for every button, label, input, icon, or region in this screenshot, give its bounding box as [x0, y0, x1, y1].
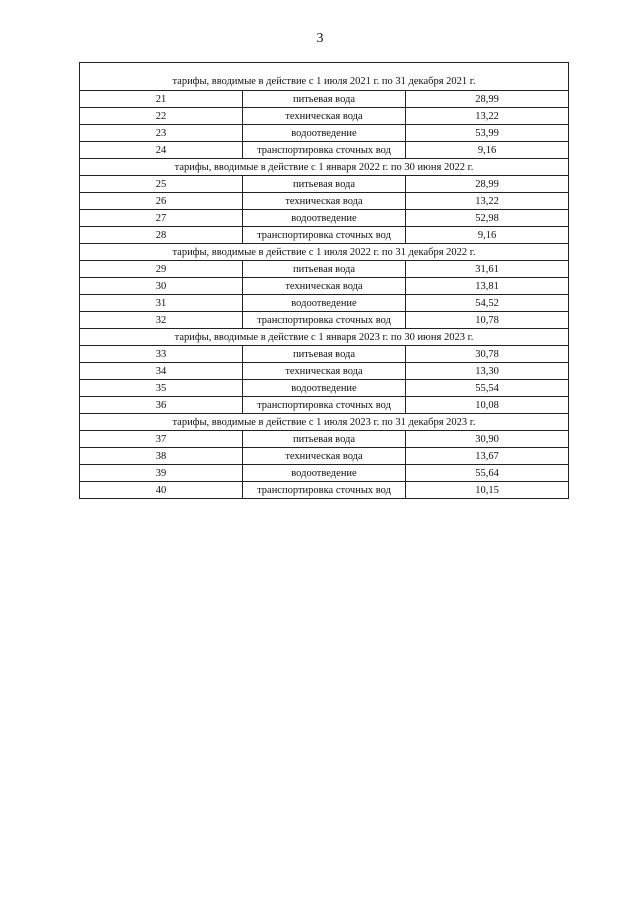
service-name: водоотведение — [243, 465, 406, 482]
tariff-value: 13,67 — [406, 448, 569, 465]
service-name: транспортировка сточных вод — [243, 142, 406, 159]
row-number: 35 — [80, 380, 243, 397]
row-number: 36 — [80, 397, 243, 414]
section-title: тарифы, вводимые в действие с 1 января 2023 г. по 30 июня 2023 г. — [80, 329, 569, 346]
service-name: водоотведение — [243, 125, 406, 142]
table-row — [80, 397, 569, 414]
tariff-value: 52,98 — [406, 210, 569, 227]
row-number: 21 — [80, 91, 243, 108]
tariff-value: 55,54 — [406, 380, 569, 397]
tariff-table — [79, 62, 569, 499]
table-row — [80, 142, 569, 159]
service-name: транспортировка сточных вод — [243, 312, 406, 329]
service-name: питьевая вода — [243, 176, 406, 193]
section-title: тарифы, вводимые в действие с 1 июля 2022 г. по 31 декабря 2022 г. — [80, 244, 569, 261]
section-title: тарифы, вводимые в действие с 1 июля 2023 г. по 31 декабря 2023 г. — [80, 414, 569, 431]
tariff-value: 13,30 — [406, 363, 569, 380]
row-number: 22 — [80, 108, 243, 125]
service-name: водоотведение — [243, 295, 406, 312]
tariff-value: 10,78 — [406, 312, 569, 329]
service-name: транспортировка сточных вод — [243, 482, 406, 499]
tariff-value: 13,22 — [406, 193, 569, 210]
service-name: техническая вода — [243, 108, 406, 125]
table-row — [80, 295, 569, 312]
table-row — [80, 210, 569, 227]
service-name: водоотведение — [243, 210, 406, 227]
tariff-value: 10,08 — [406, 397, 569, 414]
table-row — [80, 278, 569, 295]
row-number: 25 — [80, 176, 243, 193]
tariff-value: 55,64 — [406, 465, 569, 482]
tariff-value: 54,52 — [406, 295, 569, 312]
section-title: тарифы, вводимые в действие с 1 января 2022 г. по 30 июня 2022 г. — [80, 159, 569, 176]
table-row — [80, 380, 569, 397]
tariff-table-body — [80, 63, 569, 499]
service-name: водоотведение — [243, 380, 406, 397]
service-name: питьевая вода — [243, 431, 406, 448]
service-name: техническая вода — [243, 278, 406, 295]
table-row — [80, 227, 569, 244]
table-row — [80, 108, 569, 125]
section-title: тарифы, вводимые в действие с 1 июля 2021 г. по 31 декабря 2021 г. — [80, 63, 569, 91]
tariff-value: 13,22 — [406, 108, 569, 125]
table-row — [80, 125, 569, 142]
row-number: 34 — [80, 363, 243, 380]
row-number: 27 — [80, 210, 243, 227]
row-number: 30 — [80, 278, 243, 295]
row-number: 31 — [80, 295, 243, 312]
table-row — [80, 482, 569, 499]
row-number: 29 — [80, 261, 243, 278]
page-number: 3 — [316, 31, 324, 46]
section-header-row — [80, 244, 569, 261]
section-header-row — [80, 414, 569, 431]
table-row — [80, 448, 569, 465]
table-row — [80, 193, 569, 210]
row-number: 40 — [80, 482, 243, 499]
row-number: 38 — [80, 448, 243, 465]
row-number: 37 — [80, 431, 243, 448]
table-row — [80, 91, 569, 108]
tariff-value: 30,90 — [406, 431, 569, 448]
service-name: транспортировка сточных вод — [243, 397, 406, 414]
tariff-value: 13,81 — [406, 278, 569, 295]
table-row — [80, 261, 569, 278]
row-number: 24 — [80, 142, 243, 159]
row-number: 39 — [80, 465, 243, 482]
tariff-value: 9,16 — [406, 227, 569, 244]
row-number: 26 — [80, 193, 243, 210]
row-number: 23 — [80, 125, 243, 142]
tariff-value: 28,99 — [406, 91, 569, 108]
service-name: транспортировка сточных вод — [243, 227, 406, 244]
tariff-value: 10,15 — [406, 482, 569, 499]
section-header-row — [80, 63, 569, 91]
tariff-value: 30,78 — [406, 346, 569, 363]
section-header-row — [80, 159, 569, 176]
row-number: 28 — [80, 227, 243, 244]
table-row — [80, 176, 569, 193]
row-number: 32 — [80, 312, 243, 329]
table-row — [80, 431, 569, 448]
service-name: техническая вода — [243, 193, 406, 210]
table-row — [80, 363, 569, 380]
service-name: питьевая вода — [243, 91, 406, 108]
section-header-row — [80, 329, 569, 346]
service-name: техническая вода — [243, 448, 406, 465]
table-row — [80, 465, 569, 482]
tariff-value: 9,16 — [406, 142, 569, 159]
service-name: техническая вода — [243, 363, 406, 380]
row-number: 33 — [80, 346, 243, 363]
table-row — [80, 346, 569, 363]
tariff-value: 53,99 — [406, 125, 569, 142]
tariff-value: 31,61 — [406, 261, 569, 278]
service-name: питьевая вода — [243, 261, 406, 278]
tariff-value: 28,99 — [406, 176, 569, 193]
table-row — [80, 312, 569, 329]
service-name: питьевая вода — [243, 346, 406, 363]
